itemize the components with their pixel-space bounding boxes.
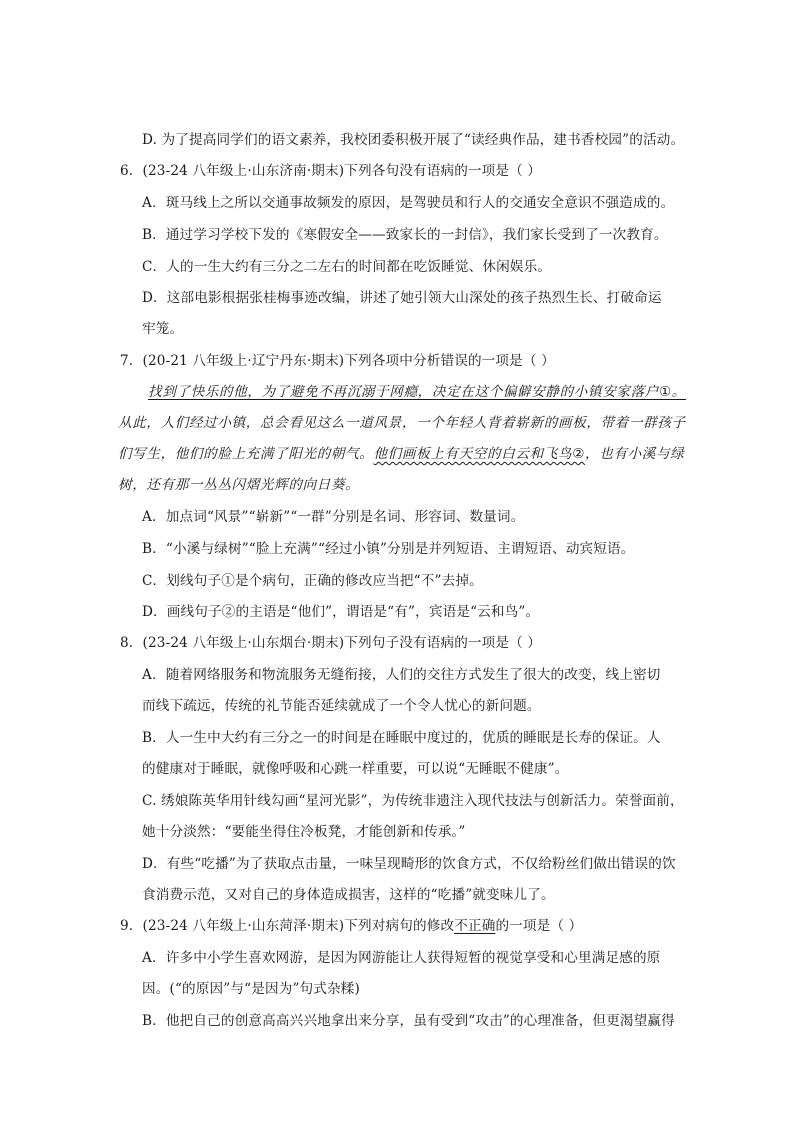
q8-option-a-line2: 而线下疏远，传统的礼节能否延续就成了一个令人忧心的新问题。 xyxy=(142,698,541,714)
q7-option-b: B．“小溪与绿树”“脸上充满”“经过小镇”分别是并列短语、主谓短语、动宾短语。 xyxy=(142,541,635,557)
q9-option-a-line2: 因。(“的原因”与“是因为”句式杂糅) xyxy=(142,981,360,997)
q7-option-c: C．划线句子①是个病句，正确的修改应当把“不”去掉。 xyxy=(142,573,483,589)
q6-option-a: A．斑马线上之所以交通事故频发的原因，是驾驶员和行人的交通安全意识不强造成的。 xyxy=(142,195,675,211)
q8-option-b-line1: B．人一生中大约有三分之一的时间是在睡眠中度过的，优质的睡眠是长寿的保证。人 xyxy=(142,730,661,746)
question-number: 6． xyxy=(120,163,143,179)
question-source: (23-24 八年级上·山东菏泽·期末) xyxy=(142,918,345,934)
question-text: 下列各项中分析错误的一项是（ ） xyxy=(344,353,555,369)
q9-option-b-line1: B．他把自己的创意高高兴兴地拿出来分享，虽有受到“攻击”的心理准备，但更渴望赢得 xyxy=(142,1013,675,1029)
passage-line-4: 树，还有那一丛丛闪熠光辉的向日葵。 xyxy=(118,477,360,493)
q6-option-c: C．人的一生大约有三分之二左右的时间都在吃饭睡觉、休闲娱乐。 xyxy=(142,259,552,275)
q8-option-c-line1: C. 绣娘陈英华用针线勾画“星河光影”，为传统非遗注入现代技法与创新活力。荣誉面前， xyxy=(142,793,684,809)
q6-option-d-line1: D．这部电影根据张桂梅事迹改编，讲述了她引领大山深处的孩子热烈生长、打破命运 xyxy=(142,290,662,306)
q5-option-d: D. 为了提高同学们的语文素养，我校团委积极开展了“读经典作品，建书香校园”的活动。 xyxy=(142,132,685,148)
question-number: 9． xyxy=(120,918,143,934)
q7-option-a: A．加点词“风景”“崭新”“一群”分别是名词、形容词、数量词。 xyxy=(142,509,525,525)
question-text: 下列句子没有语病的一项是（ ） xyxy=(344,635,542,651)
question-number: 8． xyxy=(120,635,143,651)
question-source: (23-24 八年级上·山东济南·期末) xyxy=(142,163,345,179)
passage-line-1 xyxy=(148,383,686,401)
q9-option-a-line1: A．许多中小学生喜欢网游，是因为网游能让人获得短暂的视觉享受和心里满足感的原 xyxy=(142,950,661,966)
question-text-end: 的一项是（ ） xyxy=(495,918,583,934)
q6-option-b: B．通过学习学校下发的《寒假安全——致家长的一封信》，我们家长受到了一次教育。 xyxy=(142,227,668,243)
q8-option-a-line1: A．随着网络服务和物流服务无缝衔接，人们的交往方式发生了很大的改变，线上密切 xyxy=(142,667,661,683)
emphasized-word: 不正确 xyxy=(454,918,496,934)
question-text: 下列对病句的修改 xyxy=(344,918,455,934)
passage-line-2: 从此，人们经过小镇，总会看见这么一道风景，一个年轻人背着崭新的画板，带着一群孩子 xyxy=(118,415,686,431)
q8-option-d-line2: 食消费示范，又对自己的身体造成损害，这样的“吃播”就变味儿了。 xyxy=(142,887,555,903)
q8-option-d-line1: D．有些“吃播”为了获取点击量，一味呈现畸形的饮食方式，不仅给粉丝们做出错误的饮 xyxy=(142,856,676,872)
question-text: 下列各句没有语病的一项是（ ） xyxy=(344,163,542,179)
underlined-sentence-1: 找到了快乐的他，为了避免不再沉溺于网瘾，决定在这个偏僻安静的小镇安家落户①。 xyxy=(148,384,686,400)
question-9-stem xyxy=(120,917,582,935)
passage-line-3: 们写生，他们的脸上充满了阳光的朝气。他们画板上有天空的白云和飞鸟②，也有小溪与绿 xyxy=(118,446,685,462)
question-6-stem xyxy=(120,162,541,180)
q8-option-b-line2: 的健康对于睡眠，就像呼吸和心跳一样重要，可以说“无睡眠不健康”。 xyxy=(142,761,569,777)
q8-option-c-line2: 她十分淡然：“要能坐得住冷板凳，才能创新和传承。” xyxy=(142,824,466,840)
question-number: 7． xyxy=(120,353,143,369)
question-7-stem xyxy=(120,352,555,370)
question-source: (20-21 八年级上·辽宁丹东·期末) xyxy=(142,353,345,369)
underlined-sentence-2: 他们画板上有天空的白云和飞鸟② xyxy=(373,446,585,462)
q7-option-d: D．画线句子②的主语是“他们”，谓语是“有”，宾语是“云和鸟”。 xyxy=(142,604,540,620)
q6-option-d-line2: 牢笼。 xyxy=(142,321,184,337)
question-8-stem xyxy=(120,634,541,652)
question-source: (23-24 八年级上·山东烟台·期末) xyxy=(142,635,345,651)
